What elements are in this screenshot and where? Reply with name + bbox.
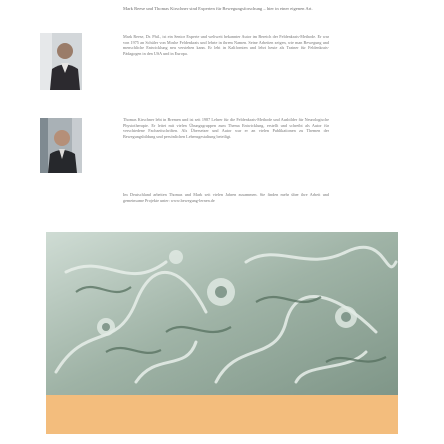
author-photo-mark-reese <box>40 33 82 90</box>
orange-band <box>46 395 398 434</box>
author-photo-thomas-kirschner <box>40 118 82 173</box>
intro-heading: Mark Reese und Thomas Kirschner sind Experten für Bewegungsforschung – hier in einer eigenen Art. <box>123 6 313 11</box>
bio-joint-note: Im Deutschland arbeiten Thomas und Mark seit vielen Jahren zusammen. Sie finden mehr über ihre Arbeit und gemeinsame Projekte unter: www.bewegung-lernen.de <box>123 192 329 203</box>
bio-thomas-kirschner: Thomas Kirschner lebt in Bremen und ist seit 1987 Lehrer für die Feldenkrais-Methode und Ausbilder für Neurologische Physiotherapie. Er leitet mit vielen Übungsgruppen zum Thema Entwicklung, erstellt und schreibt als Autor für verschiedene Fachzeitschriften. Als Übersetzer und Autor war er an vielen Publikationen zu Themen der Bewegungsbildung und persönlichen Lebensgestaltung beteiligt. <box>123 117 329 139</box>
stone-relief-illustration <box>46 232 398 395</box>
author-portrait-icon <box>40 118 82 173</box>
cover-artwork <box>46 232 398 434</box>
author-portrait-icon <box>40 33 82 90</box>
bio-mark-reese: Mark Reese, Dr. Phil., ist ein Senior Experte und weltweit bekannter Autor im Bereich der Feldenkrais-Methode. Er war von 1975 an Schüler von Moshe Feldenkrais und lehrte in ihrem Namen. Seine Arbeiten zeigen, wie man Bewegung und menschliche Entwicklung neu verstehen kann. Er lebt in Kalifornien und lehrt heute als Trainer für Feldenkrais-Pädagogen in den USA und in Europa. <box>123 34 329 56</box>
